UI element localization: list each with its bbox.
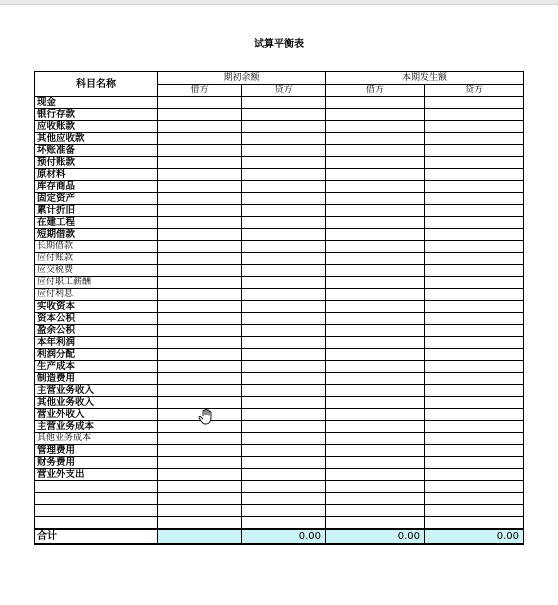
amount-cell[interactable] [425,433,524,445]
amount-cell[interactable] [158,301,242,313]
account-name-cell[interactable]: 实收资本 [35,301,158,313]
account-name-cell[interactable]: 坏账准备 [35,145,158,157]
account-name-cell[interactable]: 固定资产 [35,193,158,205]
account-name-cell[interactable]: 利润分配 [35,349,158,361]
amount-cell[interactable] [158,361,242,373]
amount-cell[interactable] [425,349,524,361]
amount-cell[interactable] [326,193,425,205]
amount-cell[interactable] [158,205,242,217]
account-name-cell[interactable]: 盈余公积 [35,325,158,337]
amount-cell[interactable] [158,277,242,289]
table-row [35,205,524,217]
table-row [35,517,524,530]
amount-cell[interactable] [242,433,326,445]
amount-cell[interactable] [326,229,425,241]
amount-cell[interactable] [242,373,326,385]
amount-cell[interactable] [425,181,524,193]
amount-cell[interactable] [326,325,425,337]
amount-cell[interactable] [326,397,425,409]
amount-cell[interactable] [326,433,425,445]
amount-cell[interactable] [425,373,524,385]
amount-cell[interactable] [242,337,326,349]
table-row [35,97,524,109]
account-name-cell[interactable]: 营业外收入 [35,409,158,421]
amount-cell[interactable] [326,289,425,301]
amount-cell[interactable] [326,301,425,313]
amount-cell[interactable] [242,193,326,205]
amount-cell[interactable] [326,217,425,229]
amount-cell[interactable] [242,145,326,157]
amount-cell[interactable] [326,157,425,169]
amount-cell[interactable] [326,109,425,121]
amount-cell[interactable] [425,397,524,409]
amount-cell[interactable] [326,313,425,325]
amount-cell[interactable] [326,409,425,421]
sheet-title: 试算平衡表 [254,39,304,50]
total-row [35,529,524,544]
table-row [35,493,524,505]
table-row [35,121,524,133]
amount-cell[interactable] [242,313,326,325]
total-value-cell[interactable]: 0.00 [326,529,425,544]
amount-cell[interactable] [158,289,242,301]
amount-cell[interactable] [158,145,242,157]
account-name-cell[interactable]: 应付职工薪酬 [35,277,158,289]
amount-cell[interactable] [326,205,425,217]
account-name-cell[interactable]: 其他业务收入 [35,397,158,409]
account-name-cell[interactable] [35,517,158,530]
amount-cell[interactable] [326,241,425,253]
period-credit-header[interactable]: 贷方 [425,85,524,97]
amount-cell[interactable] [242,397,326,409]
amount-cell[interactable] [425,97,524,109]
amount-cell[interactable] [425,109,524,121]
amount-cell[interactable] [158,109,242,121]
amount-cell[interactable] [242,277,326,289]
amount-cell[interactable] [326,277,425,289]
window-top-edge [0,0,558,5]
amount-cell[interactable] [425,337,524,349]
table-row [35,277,524,289]
amount-cell[interactable] [158,325,242,337]
account-name-cell[interactable]: 营业外支出 [35,469,158,481]
amount-cell[interactable] [425,457,524,469]
table-row [35,241,524,253]
amount-cell[interactable] [425,277,524,289]
account-name-cell[interactable]: 预付账款 [35,157,158,169]
amount-cell[interactable] [242,157,326,169]
hand-pointer-icon [197,408,215,426]
amount-cell[interactable] [326,169,425,181]
amount-cell[interactable] [158,349,242,361]
table-row [35,181,524,193]
table-row [35,349,524,361]
table-row [35,157,524,169]
account-name-header[interactable]: 科目名称 [35,72,158,97]
account-name-cell[interactable]: 主营业务成本 [35,421,158,433]
amount-cell[interactable] [425,205,524,217]
trial-balance-table [34,71,524,545]
amount-cell[interactable] [242,181,326,193]
amount-cell[interactable] [158,481,242,493]
amount-cell[interactable] [326,145,425,157]
amount-cell[interactable] [158,433,242,445]
table-row [35,433,524,445]
amount-cell[interactable] [326,385,425,397]
account-name-cell[interactable]: 短期借款 [35,229,158,241]
period-debit-header[interactable]: 借方 [326,85,425,97]
amount-cell[interactable] [242,493,326,505]
amount-cell[interactable] [158,469,242,481]
account-name-cell[interactable]: 现金 [35,97,158,109]
amount-cell[interactable] [326,361,425,373]
amount-cell[interactable] [242,349,326,361]
amount-cell[interactable] [425,445,524,457]
amount-cell[interactable] [326,457,425,469]
amount-cell[interactable] [425,493,524,505]
amount-cell[interactable] [326,493,425,505]
table-row [35,337,524,349]
amount-cell[interactable] [425,193,524,205]
amount-cell[interactable] [158,169,242,181]
amount-cell[interactable] [158,265,242,277]
table-row [35,301,524,313]
amount-cell[interactable] [242,241,326,253]
amount-cell[interactable] [158,337,242,349]
amount-cell[interactable] [158,121,242,133]
amount-cell[interactable] [242,505,326,517]
amount-cell[interactable] [242,169,326,181]
amount-cell[interactable] [425,145,524,157]
amount-cell[interactable] [242,289,326,301]
table-row [35,169,524,181]
amount-cell[interactable] [326,337,425,349]
amount-cell[interactable] [242,109,326,121]
amount-cell[interactable] [158,457,242,469]
account-name-cell[interactable]: 库存商品 [35,181,158,193]
amount-cell[interactable] [425,421,524,433]
amount-cell[interactable] [242,121,326,133]
amount-cell[interactable] [242,229,326,241]
account-name-cell[interactable]: 生产成本 [35,361,158,373]
amount-cell[interactable] [425,301,524,313]
account-name-cell[interactable]: 应交税费 [35,265,158,277]
amount-cell[interactable] [326,253,425,265]
amount-cell[interactable] [425,481,524,493]
account-name-cell[interactable] [35,505,158,517]
amount-cell[interactable] [326,517,425,530]
amount-cell[interactable] [158,193,242,205]
amount-cell[interactable] [425,121,524,133]
table-row [35,313,524,325]
account-name-cell[interactable]: 长期借款 [35,241,158,253]
table-row [35,325,524,337]
table-row [35,133,524,145]
amount-cell[interactable] [425,325,524,337]
amount-cell[interactable] [326,349,425,361]
amount-cell[interactable] [425,169,524,181]
amount-cell[interactable] [242,385,326,397]
account-name-cell[interactable] [35,493,158,505]
amount-cell[interactable] [326,469,425,481]
amount-cell[interactable] [326,445,425,457]
amount-cell[interactable] [158,397,242,409]
amount-cell[interactable] [425,469,524,481]
amount-cell[interactable] [242,301,326,313]
amount-cell[interactable] [425,409,524,421]
amount-cell[interactable] [158,517,242,530]
account-name-cell[interactable]: 银行存款 [35,109,158,121]
table-row [35,193,524,205]
table-row [35,265,524,277]
total-value-cell[interactable]: 0.00 [425,529,524,544]
amount-cell[interactable] [158,229,242,241]
amount-cell[interactable] [326,181,425,193]
amount-cell[interactable] [242,217,326,229]
amount-cell[interactable] [425,517,524,530]
amount-cell[interactable] [425,229,524,241]
amount-cell[interactable] [242,265,326,277]
amount-cell[interactable] [326,481,425,493]
account-name-cell[interactable]: 应付账款 [35,253,158,265]
account-name-cell[interactable]: 应付利息 [35,289,158,301]
amount-cell[interactable] [242,133,326,145]
total-value-cell[interactable] [158,529,242,544]
amount-cell[interactable] [425,289,524,301]
amount-cell[interactable] [158,505,242,517]
amount-cell[interactable] [326,373,425,385]
amount-cell[interactable] [242,205,326,217]
amount-cell[interactable] [158,241,242,253]
amount-cell[interactable] [158,445,242,457]
table-row [35,397,524,409]
table-row [35,229,524,241]
amount-cell[interactable] [326,265,425,277]
amount-cell[interactable] [242,481,326,493]
amount-cell[interactable] [158,157,242,169]
table-row [35,289,524,301]
amount-cell[interactable] [326,97,425,109]
table-row [35,481,524,493]
opening-debit-header[interactable]: 借方 [158,85,242,97]
amount-cell[interactable] [326,421,425,433]
amount-cell[interactable] [425,313,524,325]
table-row [35,469,524,481]
account-name-cell[interactable]: 主营业务收入 [35,385,158,397]
amount-cell[interactable] [242,457,326,469]
amount-cell[interactable] [242,361,326,373]
account-name-cell[interactable]: 应收账款 [35,121,158,133]
amount-cell[interactable] [242,421,326,433]
account-name-cell[interactable]: 在建工程 [35,217,158,229]
account-name-cell[interactable]: 其他业务成本 [35,433,158,445]
amount-cell[interactable] [425,217,524,229]
table-row [35,373,524,385]
amount-cell[interactable] [425,157,524,169]
amount-cell[interactable] [242,325,326,337]
account-name-cell[interactable]: 管理费用 [35,445,158,457]
amount-cell[interactable] [158,133,242,145]
table-row [35,409,524,421]
amount-cell[interactable] [425,265,524,277]
amount-cell[interactable] [242,409,326,421]
table-row [35,217,524,229]
account-name-cell[interactable] [35,481,158,493]
table-row [35,421,524,433]
table-row [35,385,524,397]
amount-cell[interactable] [158,373,242,385]
amount-cell[interactable] [242,445,326,457]
amount-cell[interactable] [242,97,326,109]
amount-cell[interactable] [158,181,242,193]
account-name-cell[interactable]: 制造费用 [35,373,158,385]
table-row [35,445,524,457]
table-row [35,145,524,157]
account-name-cell[interactable]: 其他应收款 [35,133,158,145]
amount-cell[interactable] [326,505,425,517]
opening-balance-header[interactable]: 期初余额 [158,72,326,85]
amount-cell[interactable] [158,253,242,265]
amount-cell[interactable] [326,133,425,145]
amount-cell[interactable] [425,133,524,145]
opening-credit-header[interactable]: 贷方 [242,85,326,97]
amount-cell[interactable] [158,313,242,325]
account-name-cell[interactable]: 本年利润 [35,337,158,349]
table-row [35,109,524,121]
account-name-cell[interactable]: 财务费用 [35,457,158,469]
account-name-cell[interactable]: 累计折旧 [35,205,158,217]
amount-cell[interactable] [158,97,242,109]
amount-cell[interactable] [242,253,326,265]
amount-cell[interactable] [242,517,326,530]
amount-cell[interactable] [425,385,524,397]
table-row [35,253,524,265]
amount-cell[interactable] [326,121,425,133]
amount-cell[interactable] [425,253,524,265]
account-name-cell[interactable]: 原材料 [35,169,158,181]
period-amount-header[interactable]: 本期发生额 [326,72,524,85]
amount-cell[interactable] [158,217,242,229]
amount-cell[interactable] [425,361,524,373]
total-value-cell[interactable]: 0.00 [242,529,326,544]
table-row [35,361,524,373]
amount-cell[interactable] [158,385,242,397]
account-name-cell[interactable]: 资本公积 [35,313,158,325]
amount-cell[interactable] [425,505,524,517]
amount-cell[interactable] [425,241,524,253]
total-label[interactable]: 合计 [35,529,158,544]
amount-cell[interactable] [158,493,242,505]
table-row [35,457,524,469]
table-row [35,505,524,517]
amount-cell[interactable] [242,469,326,481]
